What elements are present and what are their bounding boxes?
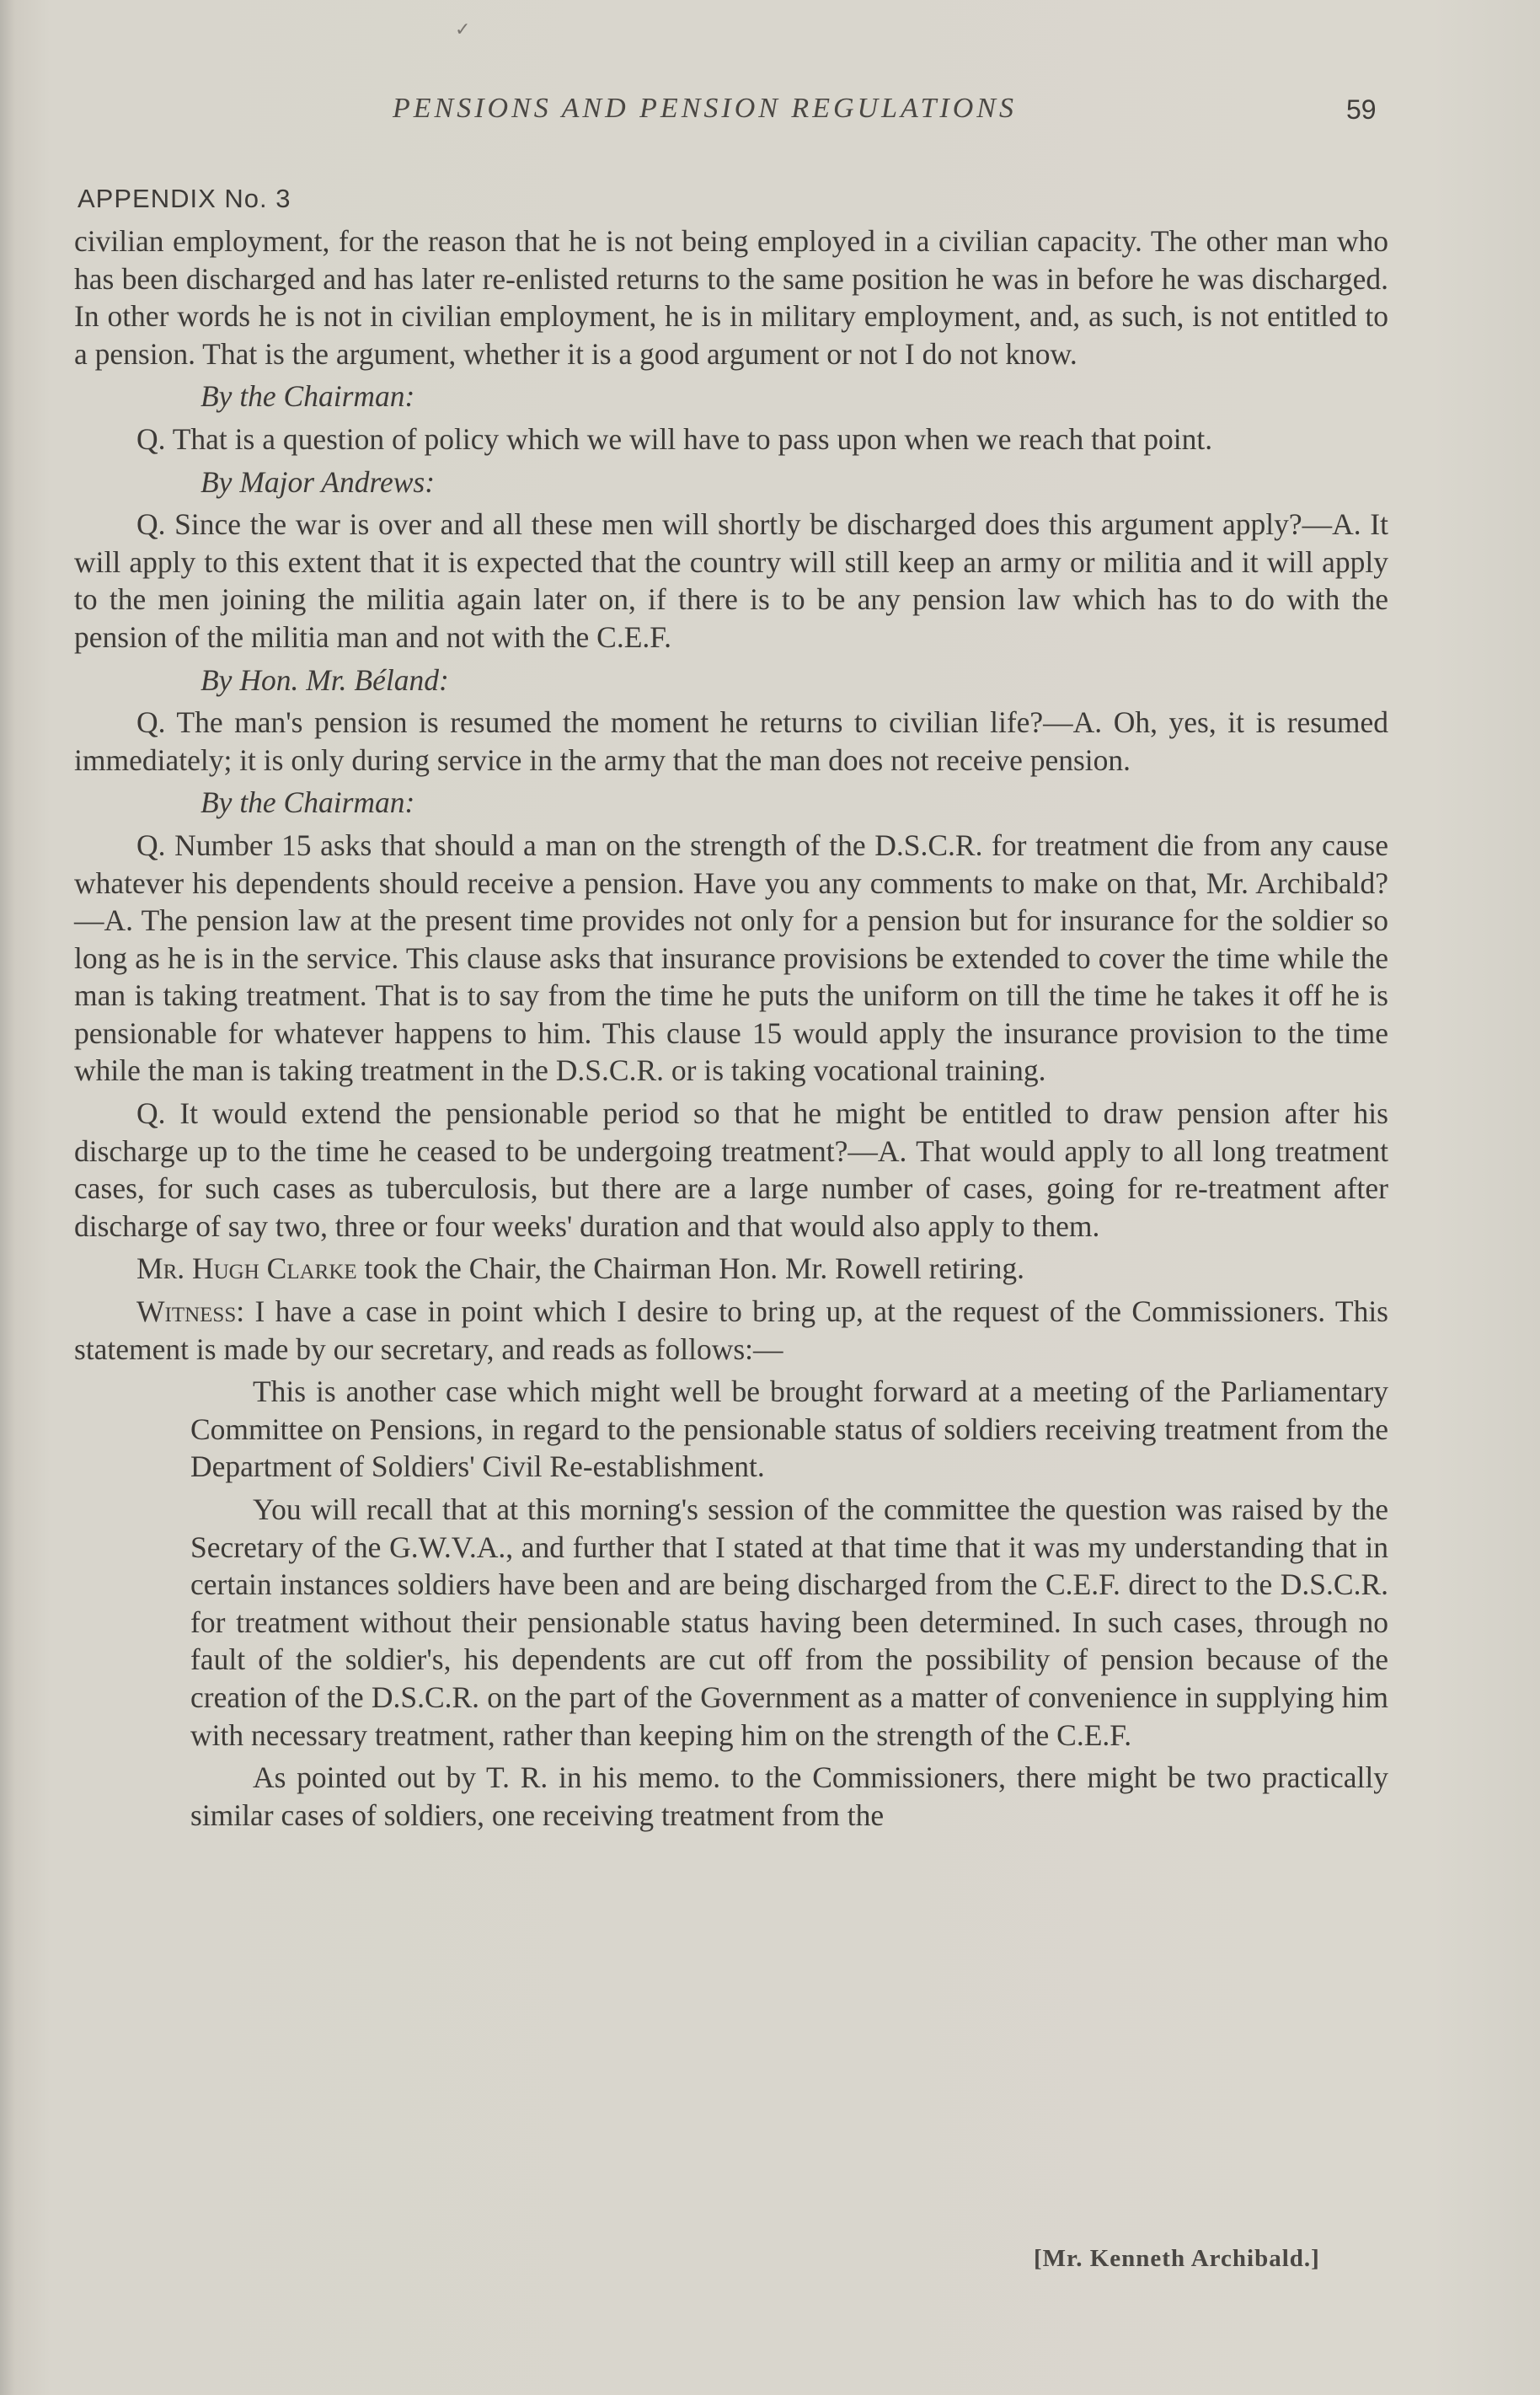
page-number: 59 <box>1346 94 1377 125</box>
running-title: PENSIONS AND PENSION REGULATIONS <box>393 93 1017 124</box>
stray-mark: ✓ <box>455 19 471 40</box>
witness-text: : I have a case in point which I desire to bring up, at the request of the Commissioners. This statement is made by our secretary, and reads as follows:— <box>74 1294 1388 1366</box>
speaker-signature: [Mr. Kenneth Archibald.] <box>1034 2245 1320 2272</box>
speaker-heading: By Hon. Mr. Béland: <box>201 662 449 697</box>
chair-change-paragraph <box>74 1250 1388 1288</box>
question-paragraph: Q. That is a question of policy which we will have to pass upon when we reach that point. <box>136 421 1213 456</box>
question-paragraph: Q. Since the war is over and all these men will shortly be discharged does this argument apply?—A. It will apply to this extent that it is expected that the country will still keep an army or militia and it will apply to the men joining the militia again later on, if there is to be any pension law which has to do with the pension of the militia man and not with the C.E.F. <box>74 507 1388 654</box>
question-paragraph: Q. It would extend the pensionable period so that he might be entitled to draw pension after his discharge up to the time he ceased to be undergoing treatment?—A. That would apply to all long treatment cases, for such cases as tuberculosis, but there are a large number of cases, going for re-treatment after discharge of say two, three or four weeks' duration and that would also apply to them. <box>74 1096 1388 1243</box>
quoted-paragraph: As pointed out by T. R. in his memo. to the Commissioners, there might be two practically similar cases of soldiers, one receiving treatment from the <box>190 1760 1388 1832</box>
question-paragraph: Q. The man's pension is resumed the moment he returns to civilian life?—A. Oh, yes, it is resumed immediately; it is only during service in the army that the man does not receive pension. <box>74 705 1388 777</box>
quoted-paragraph: You will recall that at this morning's session of the committee the question was raised by the Secretary of the G.W.V.A., and further that I stated at that time that it was my understanding that in certain instances soldiers have been and are being discharged from the C.E.F. direct to the D.S.C.R. for treatment without their pensionable status having been determined. In such cases, through no fault of the soldier's, his dependents are cut off from the possibility of pension because of the creation of the D.S.C.R. on the part of the Government as a matter of convenience in supplying him with necessary treatment, rather than keeping him on the strength of the C.E.F. <box>190 1492 1388 1752</box>
question-paragraph: Q. Number 15 asks that should a man on the strength of the D.S.C.R. for treatment die from any cause whatever his dependents should receive a pension. Have you any comments to make on that, Mr. Archibald?—A. The pension law at the present time provides not only for a pension but for insurance for the soldier so long as he is in the service. This clause asks that insurance provisions be extended to cover the time while the man is taking treatment. That is to say from the time he puts the uniform on till the time he takes it off he is pensionable for whatever happens to him. This clause 15 would apply the insurance provision to the time while the man is taking treatment in the D.S.C.R. or is taking vocational training. <box>74 828 1388 1088</box>
witness-paragraph <box>74 1293 1388 1368</box>
witness-label: Witness <box>136 1294 237 1329</box>
page-header <box>393 93 1488 135</box>
speaker-heading: By Major Andrews: <box>201 464 436 499</box>
speaker-heading: By the Chairman: <box>201 379 415 414</box>
quoted-paragraph: This is another case which might well be brought forward at a meeting of the Parliamentary Committee on Pensions, in regard to the pensionable status of soldiers receiving treatment from the Department of Soldiers' Civil Re-establishment. <box>190 1374 1388 1484</box>
chair-text: took the Chair, the Chairman Hon. Mr. Rowell retiring. <box>356 1251 1024 1286</box>
speaker-heading: By the Chairman: <box>201 785 415 820</box>
body-text <box>74 222 1388 1839</box>
chair-name: Mr. Hugh Clarke <box>136 1251 357 1286</box>
paragraph-continuation: civilian employment, for the reason that he is not being employed in a civilian capacity. The other man who has been discharged and has later re-enlisted returns to the same position he was in before he was discharged. In other words he is not in civilian employment, he is in military employment, and, as such, is not entitled to a pension. That is the argument, whether it is a good argument or not I do not know. <box>74 224 1388 371</box>
appendix-label: APPENDIX No. 3 <box>78 184 291 213</box>
